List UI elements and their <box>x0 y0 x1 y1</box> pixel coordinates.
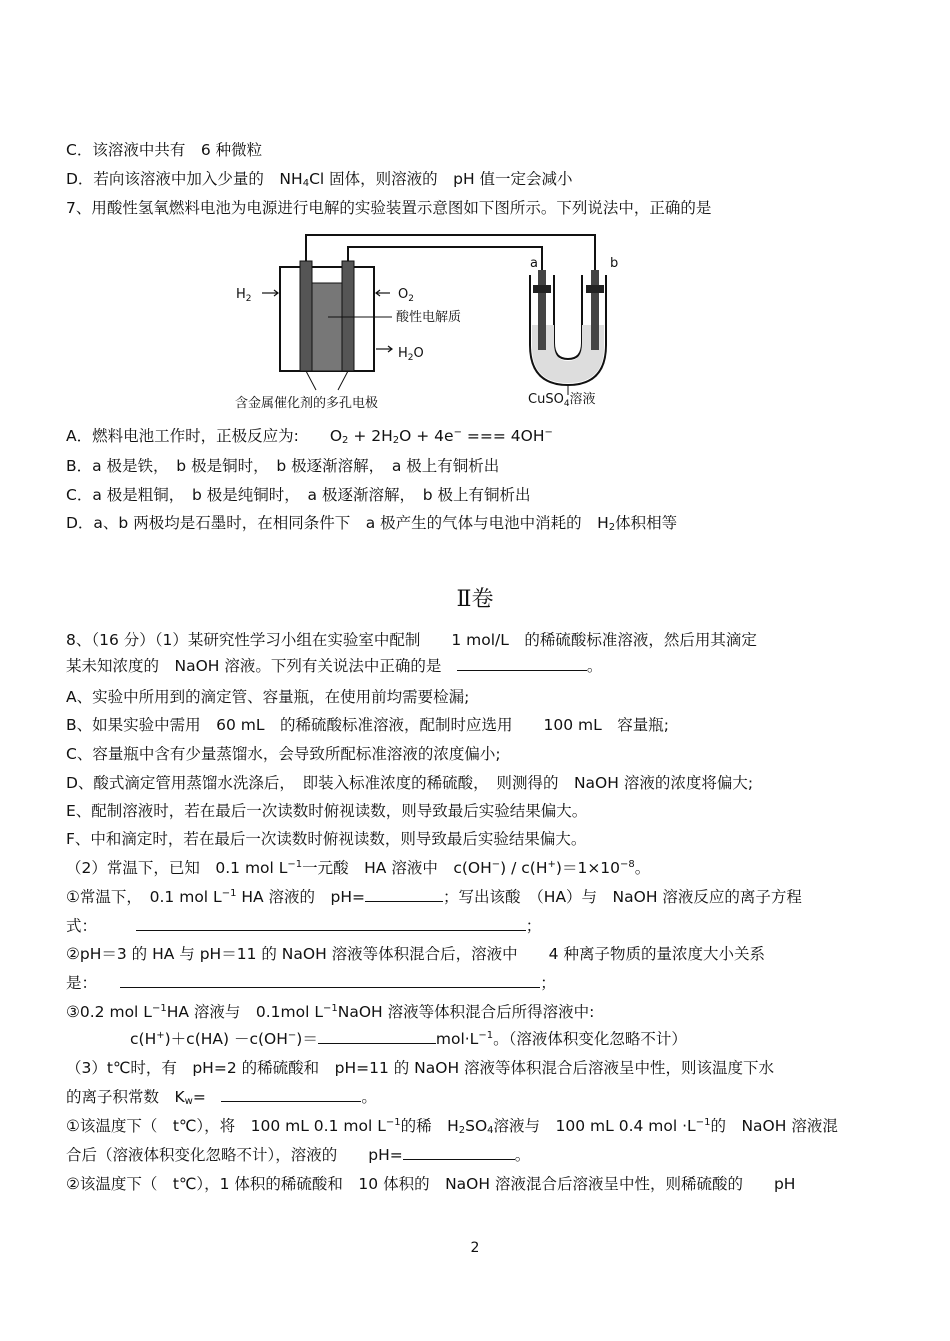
option-c7: C．a 极是粗铜， b 极是纯铜时， a 极逐渐溶解， b 极上有铜析出 <box>66 486 531 504</box>
part-3-intro: （3）t℃时，有 pH=2 的稀硫酸和 pH=11 的 NaOH 溶液等体积混合后溶液呈中性，则该温度下水 <box>66 1059 775 1077</box>
section-title: Ⅱ卷 <box>456 587 494 612</box>
question-8-line1: 8、（16 分）（1）某研究性学习小组在实验室中配制 1 mol/L 的稀硫酸标准溶液，然后用其滴定 <box>66 631 757 649</box>
option-8d: D、酸式滴定管用蒸馏水洗涤后， 即装入标准浓度的稀硫酸， 则测得的 NaOH 溶液的浓度将偏大; <box>66 774 754 792</box>
kw-blank[interactable] <box>221 1087 361 1102</box>
svg-text:b: b <box>610 256 619 271</box>
svg-text:O2: $O_2$ <box>398 287 414 304</box>
question-8-line2: 某未知浓度的 NaOH 溶液。下列有关说法中正确的是 。 <box>66 657 603 675</box>
svg-text:酸性电解质: 酸性电解质 <box>396 310 462 325</box>
option-b7: B．a 极是铁， b 极是铜时， b 极逐渐溶解， a 极上有铜析出 <box>66 457 500 475</box>
option-8b: B、如果实验中需用 60 mL 的稀硫酸标准溶液，配制时应选用 100 mL 容量瓶; <box>66 716 669 734</box>
option-8f: F、中和滴定时，若在最后一次读数时俯视读数，则导致最后实验结果偏大。 <box>66 830 587 848</box>
sub-question-1-line2: 式： ； <box>66 917 542 935</box>
option-d6: D．若向该溶液中加入少量的 $NH_4Cl$ 固体，则溶液的 pH 值一定会减小 <box>66 170 573 189</box>
option-c6: C．该溶液中共有 6 种微粒 <box>66 141 263 159</box>
sub-question-2: ②pH＝3 的 HA 与 pH＝11 的 NaOH 溶液等体积混合后，溶液中 4 种离子物质的量浓度大小关系 <box>66 945 765 963</box>
svg-text:含金属催化剂的多孔电极: 含金属催化剂的多孔电极 <box>235 396 379 411</box>
part-3-line2: 的离子积常数 $K_w=$ 。 <box>66 1088 377 1107</box>
option-8c: C、容量瓶中含有少量蒸馏水，会导致所配标准溶液的浓度偏小; <box>66 745 501 763</box>
svg-text:H2O: $H_2O$ <box>398 346 424 363</box>
electrolysis-diagram <box>220 225 640 415</box>
svg-text:H2: $H_2$ <box>236 287 252 304</box>
sub-question-1: ①常温下， 0.1 mol $L^{-1}$ HA 溶液的 pH= ；写出该酸 （HA）与 NaOH 溶液反应的离子方程 <box>66 888 802 906</box>
sub-question-3-line2: $c(H^+)+c(HA) -c(OH^-)= mol\cdot L^{-1}$。（溶液体积变化忽略不计） <box>130 1030 687 1048</box>
concentration-blank[interactable] <box>318 1029 436 1044</box>
option-8e: E、配制溶液时，若在最后一次读数时俯视读数，则导致最后实验结果偏大。 <box>66 802 588 820</box>
part-2-intro: （2）常温下，已知 0.1 mol $L^{-1}$一元酸 HA 溶液中 $c(OH^-) / c(H^+)=1\times 10^{-8}$。 <box>66 859 651 877</box>
option-8a: A、实验中所用到的滴定管、容量瓶，在使用前均需要检漏; <box>66 688 470 706</box>
ph-result-blank[interactable] <box>403 1145 515 1160</box>
answer-blank[interactable] <box>457 656 587 671</box>
ion-order-blank[interactable] <box>120 973 540 988</box>
part-3-q2: ②该温度下（ t℃），1 体积的稀硫酸和 10 体积的 NaOH 溶液混合后溶液呈中性，则稀硫酸的 pH <box>66 1175 796 1193</box>
sub-question-2-line2: 是： ； <box>66 974 556 992</box>
option-d7: D．a、b 两极均是石墨时，在相同条件下 a 极产生的气体与电池中消耗的 $H_2$体积相等 <box>66 514 678 533</box>
ph-blank[interactable] <box>365 887 443 902</box>
svg-text:CuSO4溶液: CuSO$_4$溶液 <box>528 392 596 409</box>
equation-blank[interactable] <box>136 916 526 931</box>
svg-text:a: a <box>530 256 538 271</box>
part-3-q1: ①该温度下（ t℃），将 100 mL 0.1 mol $L^{-1}$的稀 $H_2SO_4$溶液与 100 mL 0.4 mol $\cdot L^{-1}$的 NaOH 溶液混 <box>66 1117 838 1136</box>
option-a7: A．燃料电池工作时，正极反应为: $O_2 + 2H_2O + 4e^-$ === 4OH− <box>66 427 553 446</box>
question-7: 7、用酸性氢氧燃料电池为电源进行电解的实验装置示意图如下图所示。下列说法中，正确的是 <box>66 199 712 217</box>
part-3-q1-line2: 合后（溶液体积变化忽略不计），溶液的 pH= 。 <box>66 1146 531 1164</box>
sub-question-3: ③0.2 mol $L^{-1}HA$ 溶液与 0.1mol $L^{-1}NaOH$ 溶液等体积混合后所得溶液中: <box>66 1003 595 1021</box>
page-number: 2 <box>470 1240 480 1256</box>
